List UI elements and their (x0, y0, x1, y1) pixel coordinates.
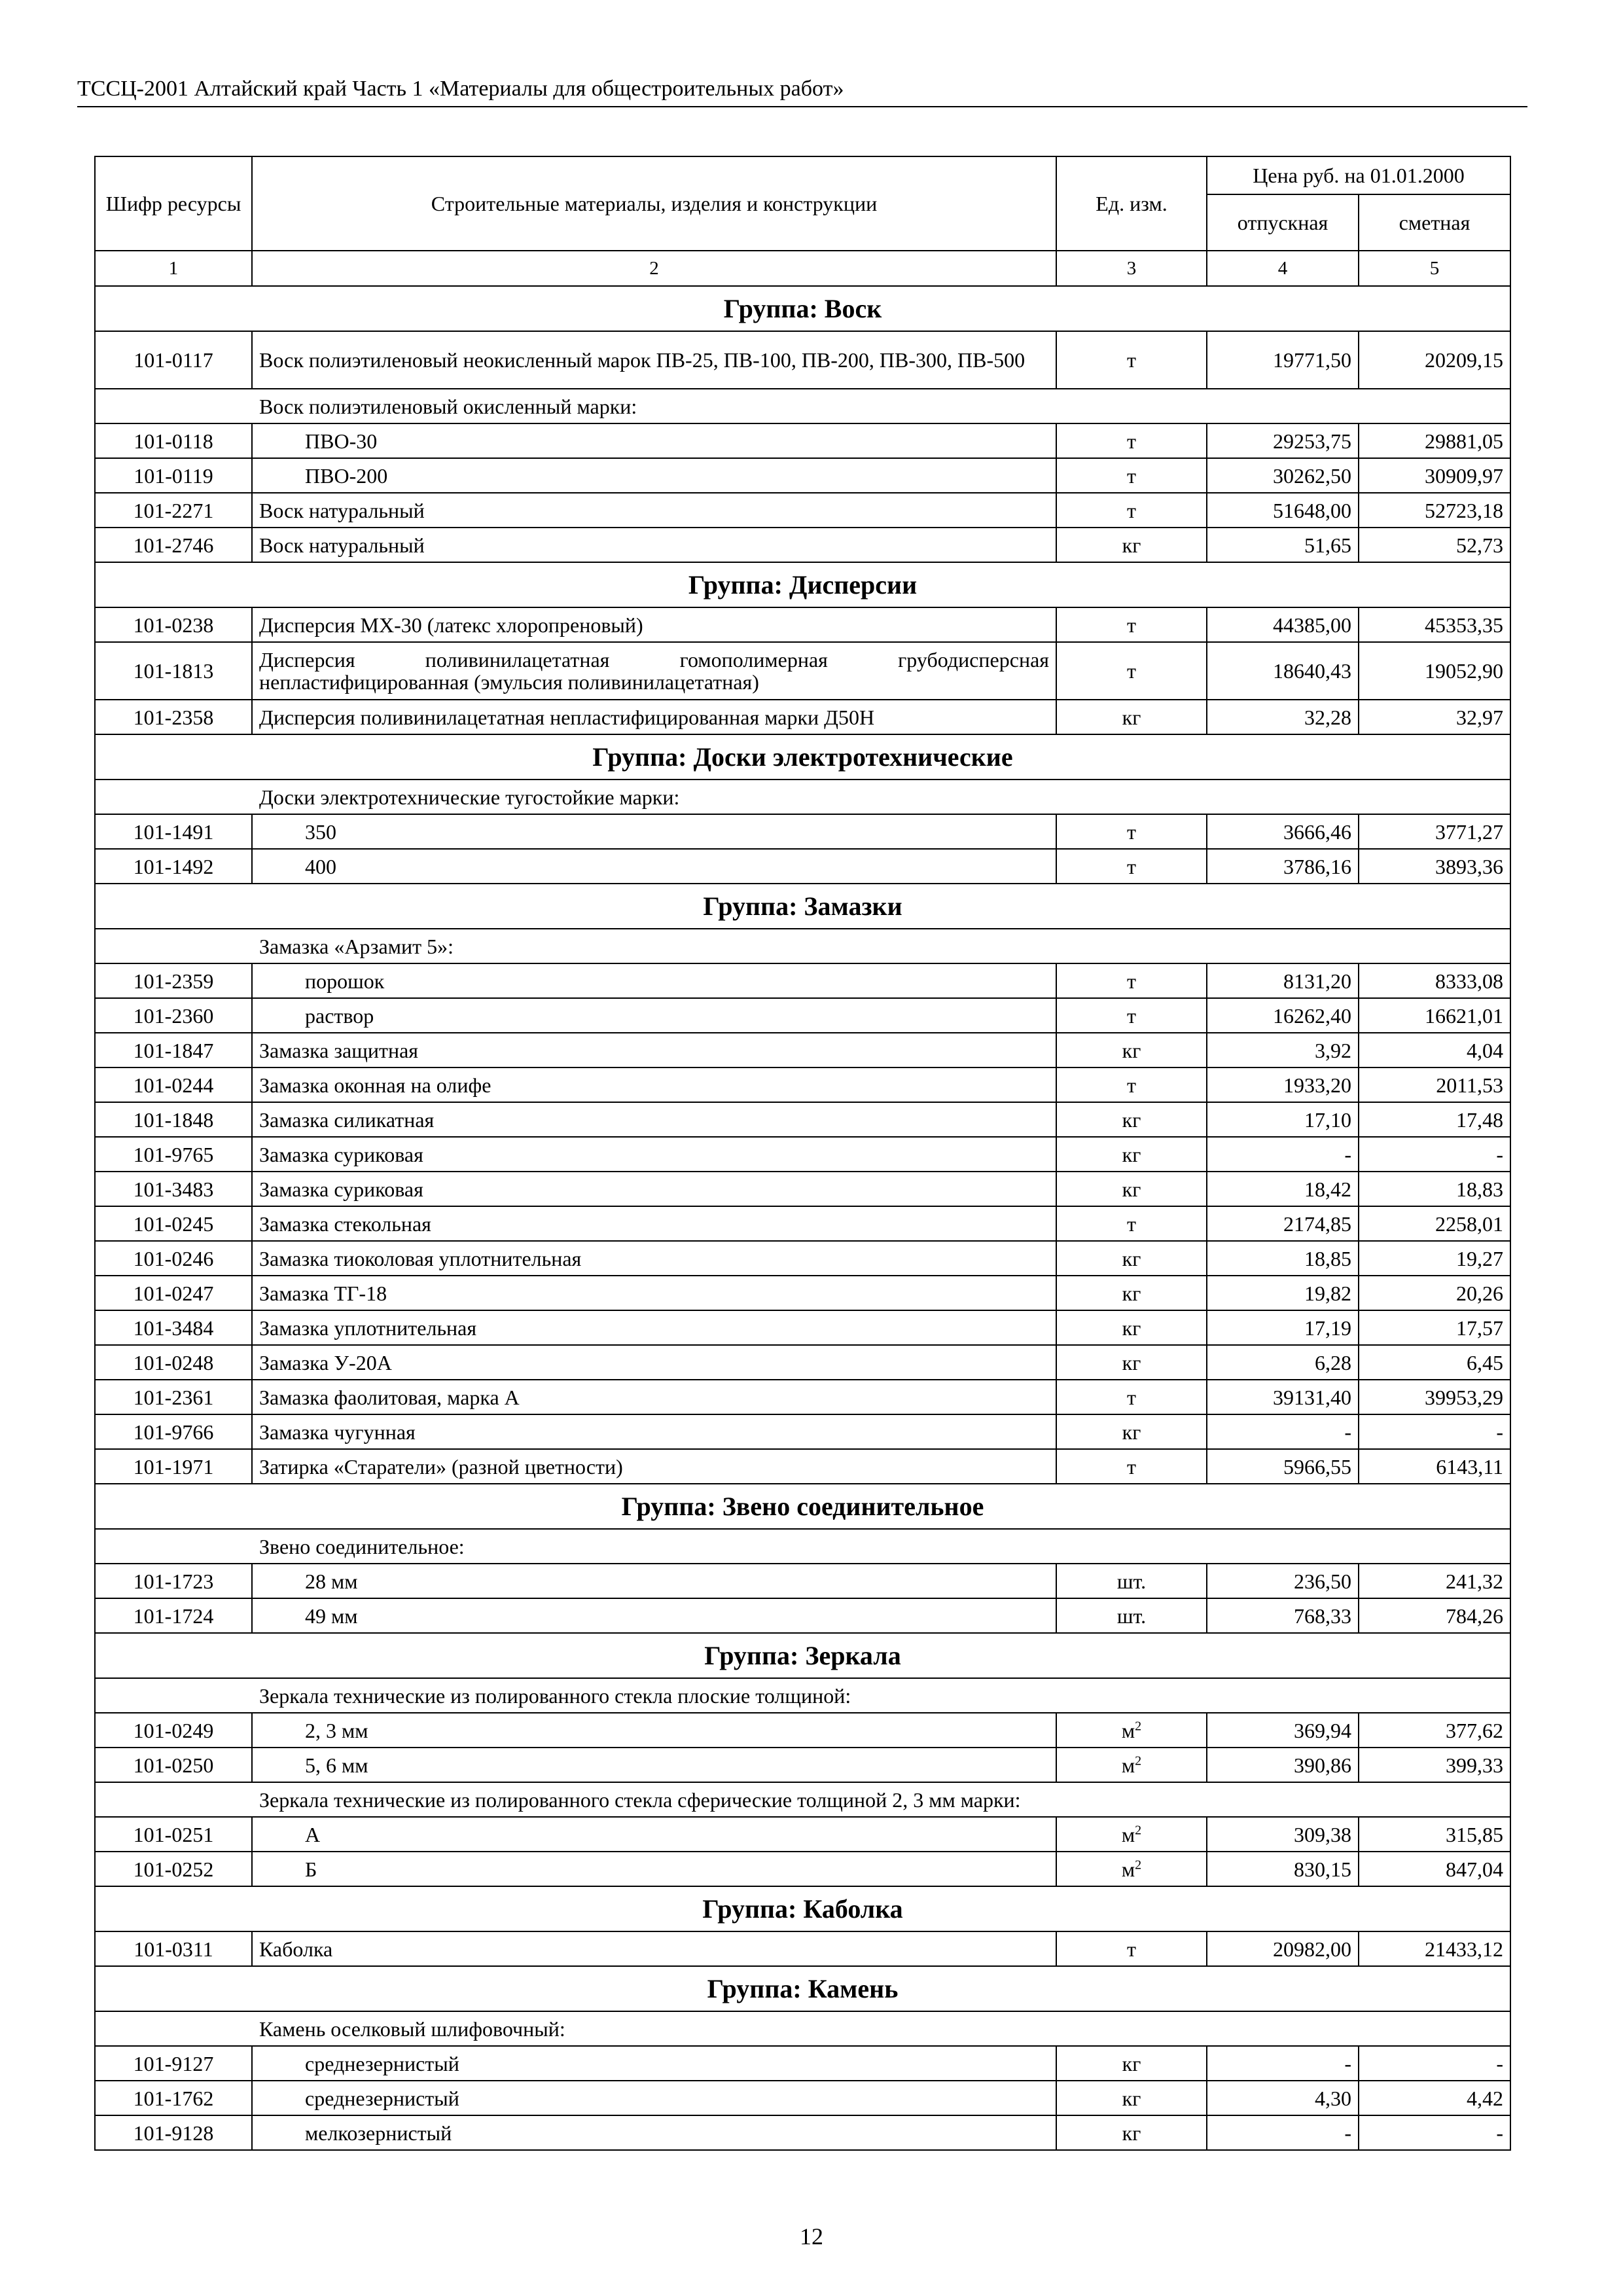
table-row (95, 642, 1510, 700)
table-row (95, 1598, 1510, 1633)
table-row (95, 700, 1510, 734)
release-price: 3,92 (1207, 1033, 1359, 1067)
table-row (95, 458, 1510, 493)
unit-text: кг (1122, 1142, 1141, 1166)
table-row (95, 1564, 1510, 1598)
release-price: 830,15 (1207, 1852, 1359, 1886)
unit-text: т (1127, 498, 1136, 522)
price-table (94, 156, 1511, 2151)
table-row (95, 423, 1510, 458)
table-row (95, 1033, 1510, 1067)
unit-text: м (1121, 1753, 1135, 1777)
material-name: Замазка чугунная (252, 1414, 1056, 1449)
group-title: Группа: Воск (95, 286, 1510, 331)
resource-code: 101-0249 (95, 1713, 252, 1748)
material-name: 49 мм (252, 1598, 1056, 1633)
unit-text: кг (1122, 1350, 1141, 1374)
estimate-price: 19,27 (1359, 1241, 1510, 1276)
material-name: Замазка У-20А (252, 1345, 1056, 1380)
release-price: 18,85 (1207, 1241, 1359, 1276)
material-name: среднезернистый (252, 2081, 1056, 2115)
table-row (95, 331, 1510, 389)
resource-code: 101-3484 (95, 1310, 252, 1345)
unit-text: кг (1122, 2051, 1141, 2075)
estimate-price: 377,62 (1359, 1713, 1510, 1748)
table-row (95, 2115, 1510, 2150)
unit-text: кг (1122, 533, 1141, 557)
material-name: Дисперсия МХ-30 (латекс хлоропреновый) (252, 607, 1056, 642)
release-price: 16262,40 (1207, 998, 1359, 1033)
resource-code: 101-1848 (95, 1102, 252, 1137)
resource-code: 101-1971 (95, 1449, 252, 1484)
resource-code: 101-2358 (95, 700, 252, 734)
material-name: мелкозернистый (252, 2115, 1056, 2150)
material-name: Воск натуральный (252, 493, 1056, 528)
group-title: Группа: Звено соединительное (95, 1484, 1510, 1529)
release-price: 17,19 (1207, 1310, 1359, 1345)
unit-cell (1056, 2046, 1207, 2081)
resource-code: 101-1492 (95, 849, 252, 884)
table-row (95, 1817, 1510, 1852)
resource-code: 101-9766 (95, 1414, 252, 1449)
unit-text: т (1127, 1385, 1136, 1409)
unit-text: т (1127, 1211, 1136, 1236)
unit-text: кг (1122, 1038, 1141, 1062)
unit-text: кг (1122, 2121, 1141, 2145)
group-row (95, 1966, 1510, 2011)
header-unit: Ед. изм. (1056, 156, 1207, 251)
material-name: Замазка уплотнительная (252, 1310, 1056, 1345)
material-name: Замазка тиоколовая уплотнительная (252, 1241, 1056, 1276)
release-price: - (1207, 2115, 1359, 2150)
release-price: 44385,00 (1207, 607, 1359, 642)
release-price: 1933,20 (1207, 1067, 1359, 1102)
unit-superscript: 2 (1135, 1718, 1142, 1733)
release-price: 3666,46 (1207, 814, 1359, 849)
table-row (95, 1137, 1510, 1172)
estimate-price: 17,57 (1359, 1310, 1510, 1345)
group-title: Группа: Зеркала (95, 1633, 1510, 1678)
unit-cell (1056, 1033, 1207, 1067)
estimate-price: 241,32 (1359, 1564, 1510, 1598)
material-name: ПВО-30 (252, 423, 1056, 458)
table-row (95, 1206, 1510, 1241)
unit-cell (1056, 1345, 1207, 1380)
release-price: 236,50 (1207, 1564, 1359, 1598)
unit-text: т (1127, 1937, 1136, 1961)
material-name: А (252, 1817, 1056, 1852)
unit-text: шт. (1116, 1569, 1147, 1593)
material-name: раствор (252, 998, 1056, 1033)
resource-code: 101-1491 (95, 814, 252, 849)
unit-text: кг (1122, 1177, 1141, 1201)
unit-text: т (1127, 969, 1136, 993)
column-number: 5 (1359, 251, 1510, 286)
group-row (95, 286, 1510, 331)
unit-text: т (1127, 1073, 1136, 1097)
table-row (95, 1345, 1510, 1380)
table-row (95, 528, 1510, 562)
table-row (95, 1713, 1510, 1748)
unit-cell (1056, 1206, 1207, 1241)
estimate-price: 30909,97 (1359, 458, 1510, 493)
unit-cell (1056, 1713, 1207, 1748)
release-price: 5966,55 (1207, 1449, 1359, 1484)
unit-text: кг (1122, 1420, 1141, 1444)
resource-code: 101-1723 (95, 1564, 252, 1598)
group-title: Группа: Дисперсии (95, 562, 1510, 607)
unit-superscript: 2 (1135, 1822, 1142, 1837)
table-row (95, 1931, 1510, 1966)
unit-cell (1056, 528, 1207, 562)
resource-code: 101-2746 (95, 528, 252, 562)
release-price: 32,28 (1207, 700, 1359, 734)
subheading-row (95, 1529, 1510, 1564)
estimate-price: 29881,05 (1359, 423, 1510, 458)
unit-text: м (1121, 1857, 1135, 1881)
estimate-price: 39953,29 (1359, 1380, 1510, 1414)
subheading-row (95, 2011, 1510, 2046)
resource-code: 101-0250 (95, 1748, 252, 1782)
estimate-price: 32,97 (1359, 700, 1510, 734)
unit-text: шт. (1116, 1604, 1147, 1628)
group-title: Группа: Камень (95, 1966, 1510, 2011)
resource-code: 101-0246 (95, 1241, 252, 1276)
unit-superscript: 2 (1135, 1857, 1142, 1872)
resource-code: 101-9765 (95, 1137, 252, 1172)
group-title: Группа: Доски электротехнические (95, 734, 1510, 780)
running-header: ТССЦ-2001 Алтайский край Часть 1 «Материалы для общестроительных работ» (77, 76, 1527, 107)
estimate-price: 52723,18 (1359, 493, 1510, 528)
estimate-price: 4,04 (1359, 1033, 1510, 1067)
unit-cell (1056, 1748, 1207, 1782)
unit-text: т (1127, 463, 1136, 488)
resource-code: 101-0245 (95, 1206, 252, 1241)
unit-cell (1056, 998, 1207, 1033)
table-row (95, 849, 1510, 884)
estimate-price: 784,26 (1359, 1598, 1510, 1633)
resource-code: 101-0117 (95, 331, 252, 389)
table-row (95, 1102, 1510, 1137)
unit-text: т (1127, 613, 1136, 637)
estimate-price: 4,42 (1359, 2081, 1510, 2115)
release-price: - (1207, 1414, 1359, 1449)
material-name: Замазка защитная (252, 1033, 1056, 1067)
release-price: 4,30 (1207, 2081, 1359, 2115)
estimate-price: 16621,01 (1359, 998, 1510, 1033)
subheading-text: Камень оселковый шлифовочный: (95, 2011, 1510, 2046)
resource-code: 101-0247 (95, 1276, 252, 1310)
release-price: 18640,43 (1207, 642, 1359, 700)
unit-cell (1056, 1414, 1207, 1449)
unit-cell (1056, 423, 1207, 458)
resource-code: 101-0244 (95, 1067, 252, 1102)
header-price-estimate: сметная (1359, 194, 1510, 251)
estimate-price: 2011,53 (1359, 1067, 1510, 1102)
material-name: 350 (252, 814, 1056, 849)
unit-cell (1056, 1067, 1207, 1102)
material-name: 28 мм (252, 1564, 1056, 1598)
table-row (95, 1241, 1510, 1276)
estimate-price: 3771,27 (1359, 814, 1510, 849)
unit-cell (1056, 1564, 1207, 1598)
resource-code: 101-2361 (95, 1380, 252, 1414)
release-price: 30262,50 (1207, 458, 1359, 493)
material-name: Воск натуральный (252, 528, 1056, 562)
resource-code: 101-1762 (95, 2081, 252, 2115)
unit-text: кг (1122, 1281, 1141, 1305)
material-name: среднезернистый (252, 2046, 1056, 2081)
resource-code: 101-0252 (95, 1852, 252, 1886)
unit-cell (1056, 700, 1207, 734)
unit-cell (1056, 1137, 1207, 1172)
group-row (95, 562, 1510, 607)
material-name: Дисперсия поливинилацетатная гомополимерная грубодисперсная непластифицированная (эмульсия поливинилацетатная) (252, 642, 1056, 700)
unit-text: т (1127, 659, 1136, 683)
column-number: 4 (1207, 251, 1359, 286)
group-row (95, 734, 1510, 780)
resource-code: 101-2360 (95, 998, 252, 1033)
subheading-row (95, 1678, 1510, 1713)
unit-cell (1056, 963, 1207, 998)
estimate-price: - (1359, 2046, 1510, 2081)
resource-code: 101-1847 (95, 1033, 252, 1067)
unit-cell (1056, 849, 1207, 884)
table-row (95, 1414, 1510, 1449)
resource-code: 101-2271 (95, 493, 252, 528)
unit-text: т (1127, 429, 1136, 453)
material-name: Дисперсия поливинилацетатная непластифицированная марки Д50Н (252, 700, 1056, 734)
estimate-price: 2258,01 (1359, 1206, 1510, 1241)
release-price: 369,94 (1207, 1713, 1359, 1748)
header-code: Шифр ресурсы (95, 156, 252, 251)
group-title: Группа: Каболка (95, 1886, 1510, 1931)
material-name: Замазка оконная на олифе (252, 1067, 1056, 1102)
estimate-price: - (1359, 1414, 1510, 1449)
subheading-text: Доски электротехнические тугостойкие марки: (95, 780, 1510, 814)
unit-text: кг (1122, 1107, 1141, 1132)
resource-code: 101-9127 (95, 2046, 252, 2081)
unit-cell (1056, 331, 1207, 389)
resource-code: 101-0251 (95, 1817, 252, 1852)
estimate-price: 52,73 (1359, 528, 1510, 562)
resource-code: 101-0118 (95, 423, 252, 458)
material-name: Замазка стекольная (252, 1206, 1056, 1241)
column-number-row (95, 251, 1510, 286)
table-body (95, 286, 1510, 2150)
release-price: 309,38 (1207, 1817, 1359, 1852)
material-name: ПВО-200 (252, 458, 1056, 493)
unit-cell (1056, 1852, 1207, 1886)
unit-cell (1056, 1102, 1207, 1137)
column-number: 1 (95, 251, 252, 286)
unit-cell (1056, 1276, 1207, 1310)
table-row (95, 1172, 1510, 1206)
group-row (95, 1633, 1510, 1678)
estimate-price: 315,85 (1359, 1817, 1510, 1852)
release-price: 51648,00 (1207, 493, 1359, 528)
unit-cell (1056, 1380, 1207, 1414)
material-name: порошок (252, 963, 1056, 998)
release-price: 6,28 (1207, 1345, 1359, 1380)
estimate-price: 399,33 (1359, 1748, 1510, 1782)
resource-code: 101-1813 (95, 642, 252, 700)
material-name: Б (252, 1852, 1056, 1886)
resource-code: 101-0238 (95, 607, 252, 642)
resource-code: 101-0248 (95, 1345, 252, 1380)
material-name: Воск полиэтиленовый неокисленный марок ПВ-25, ПВ-100, ПВ-200, ПВ-300, ПВ-500 (252, 331, 1056, 389)
table-row (95, 814, 1510, 849)
release-price: 39131,40 (1207, 1380, 1359, 1414)
material-name: 5, 6 мм (252, 1748, 1056, 1782)
unit-cell (1056, 1172, 1207, 1206)
table-row (95, 607, 1510, 642)
header-name: Строительные материалы, изделия и конструкции (252, 156, 1056, 251)
material-name: Замазка суриковая (252, 1137, 1056, 1172)
release-price: - (1207, 1137, 1359, 1172)
subheading-row (95, 780, 1510, 814)
resource-code: 101-0119 (95, 458, 252, 493)
resource-code: 101-1724 (95, 1598, 252, 1633)
subheading-text: Зеркала технические из полированного стекла сферические толщиной 2, 3 мм марки: (95, 1782, 1510, 1817)
unit-text: т (1127, 854, 1136, 878)
unit-text: т (1127, 1454, 1136, 1479)
table-row (95, 998, 1510, 1033)
material-name: Замазка суриковая (252, 1172, 1056, 1206)
table-row (95, 2046, 1510, 2081)
unit-cell (1056, 814, 1207, 849)
unit-text: кг (1122, 2086, 1141, 2110)
release-price: 20982,00 (1207, 1931, 1359, 1966)
unit-cell (1056, 1310, 1207, 1345)
estimate-price: - (1359, 1137, 1510, 1172)
group-title: Группа: Замазки (95, 884, 1510, 929)
release-price: 8131,20 (1207, 963, 1359, 998)
table-row (95, 1310, 1510, 1345)
group-row (95, 884, 1510, 929)
estimate-price: 20209,15 (1359, 331, 1510, 389)
release-price: 18,42 (1207, 1172, 1359, 1206)
estimate-price: 19052,90 (1359, 642, 1510, 700)
subheading-row (95, 1782, 1510, 1817)
estimate-price: 21433,12 (1359, 1931, 1510, 1966)
unit-text: т (1127, 348, 1136, 372)
unit-text: т (1127, 1003, 1136, 1028)
release-price: 390,86 (1207, 1748, 1359, 1782)
estimate-price: 847,04 (1359, 1852, 1510, 1886)
header-price-release: отпускная (1207, 194, 1359, 251)
release-price: 19,82 (1207, 1276, 1359, 1310)
column-number: 2 (252, 251, 1056, 286)
unit-cell (1056, 642, 1207, 700)
unit-cell (1056, 2115, 1207, 2150)
unit-cell (1056, 607, 1207, 642)
estimate-price: 20,26 (1359, 1276, 1510, 1310)
table-row (95, 1276, 1510, 1310)
subheading-text: Зеркала технические из полированного стекла плоские толщиной: (95, 1678, 1510, 1713)
subheading-text: Замазка «Арзамит 5»: (95, 929, 1510, 963)
unit-cell (1056, 1598, 1207, 1633)
table-row (95, 1748, 1510, 1782)
unit-cell (1056, 1817, 1207, 1852)
table-row (95, 1449, 1510, 1484)
table-row (95, 1067, 1510, 1102)
estimate-price: - (1359, 2115, 1510, 2150)
subheading-text: Воск полиэтиленовый окисленный марки: (95, 389, 1510, 423)
column-number: 3 (1056, 251, 1207, 286)
material-name: Замазка фаолитовая, марка А (252, 1380, 1056, 1414)
material-name: Каболка (252, 1931, 1056, 1966)
material-name: Замазка ТГ-18 (252, 1276, 1056, 1310)
release-price: 29253,75 (1207, 423, 1359, 458)
resource-code: 101-2359 (95, 963, 252, 998)
unit-text: кг (1122, 705, 1141, 729)
estimate-price: 17,48 (1359, 1102, 1510, 1137)
release-price: 51,65 (1207, 528, 1359, 562)
resource-code: 101-9128 (95, 2115, 252, 2150)
group-row (95, 1886, 1510, 1931)
unit-superscript: 2 (1135, 1753, 1142, 1768)
group-row (95, 1484, 1510, 1529)
subheading-row (95, 929, 1510, 963)
unit-text: м (1121, 1822, 1135, 1846)
estimate-price: 18,83 (1359, 1172, 1510, 1206)
material-name: 2, 3 мм (252, 1713, 1056, 1748)
estimate-price: 3893,36 (1359, 849, 1510, 884)
unit-cell (1056, 1449, 1207, 1484)
material-name: 400 (252, 849, 1056, 884)
unit-cell (1056, 493, 1207, 528)
estimate-price: 6,45 (1359, 1345, 1510, 1380)
release-price: 2174,85 (1207, 1206, 1359, 1241)
table-row (95, 963, 1510, 998)
unit-text: т (1127, 819, 1136, 844)
resource-code: 101-0311 (95, 1931, 252, 1966)
release-price: - (1207, 2046, 1359, 2081)
unit-cell (1056, 458, 1207, 493)
material-name: Замазка силикатная (252, 1102, 1056, 1137)
table-row (95, 1852, 1510, 1886)
release-price: 768,33 (1207, 1598, 1359, 1633)
page-number: 12 (800, 2223, 823, 2250)
estimate-price: 8333,08 (1359, 963, 1510, 998)
estimate-price: 45353,35 (1359, 607, 1510, 642)
unit-text: кг (1122, 1316, 1141, 1340)
unit-cell (1056, 1241, 1207, 1276)
material-name: Затирка «Старатели» (разной цветности) (252, 1449, 1056, 1484)
unit-text: кг (1122, 1246, 1141, 1270)
unit-text: м (1121, 1718, 1135, 1742)
subheading-text: Звено соединительное: (95, 1529, 1510, 1564)
table-row (95, 493, 1510, 528)
resource-code: 101-3483 (95, 1172, 252, 1206)
table-row (95, 2081, 1510, 2115)
header-price-group: Цена руб. на 01.01.2000 (1207, 156, 1510, 194)
release-price: 17,10 (1207, 1102, 1359, 1137)
estimate-price: 6143,11 (1359, 1449, 1510, 1484)
subheading-row (95, 389, 1510, 423)
unit-cell (1056, 2081, 1207, 2115)
release-price: 19771,50 (1207, 331, 1359, 389)
release-price: 3786,16 (1207, 849, 1359, 884)
table-row (95, 1380, 1510, 1414)
unit-cell (1056, 1931, 1207, 1966)
